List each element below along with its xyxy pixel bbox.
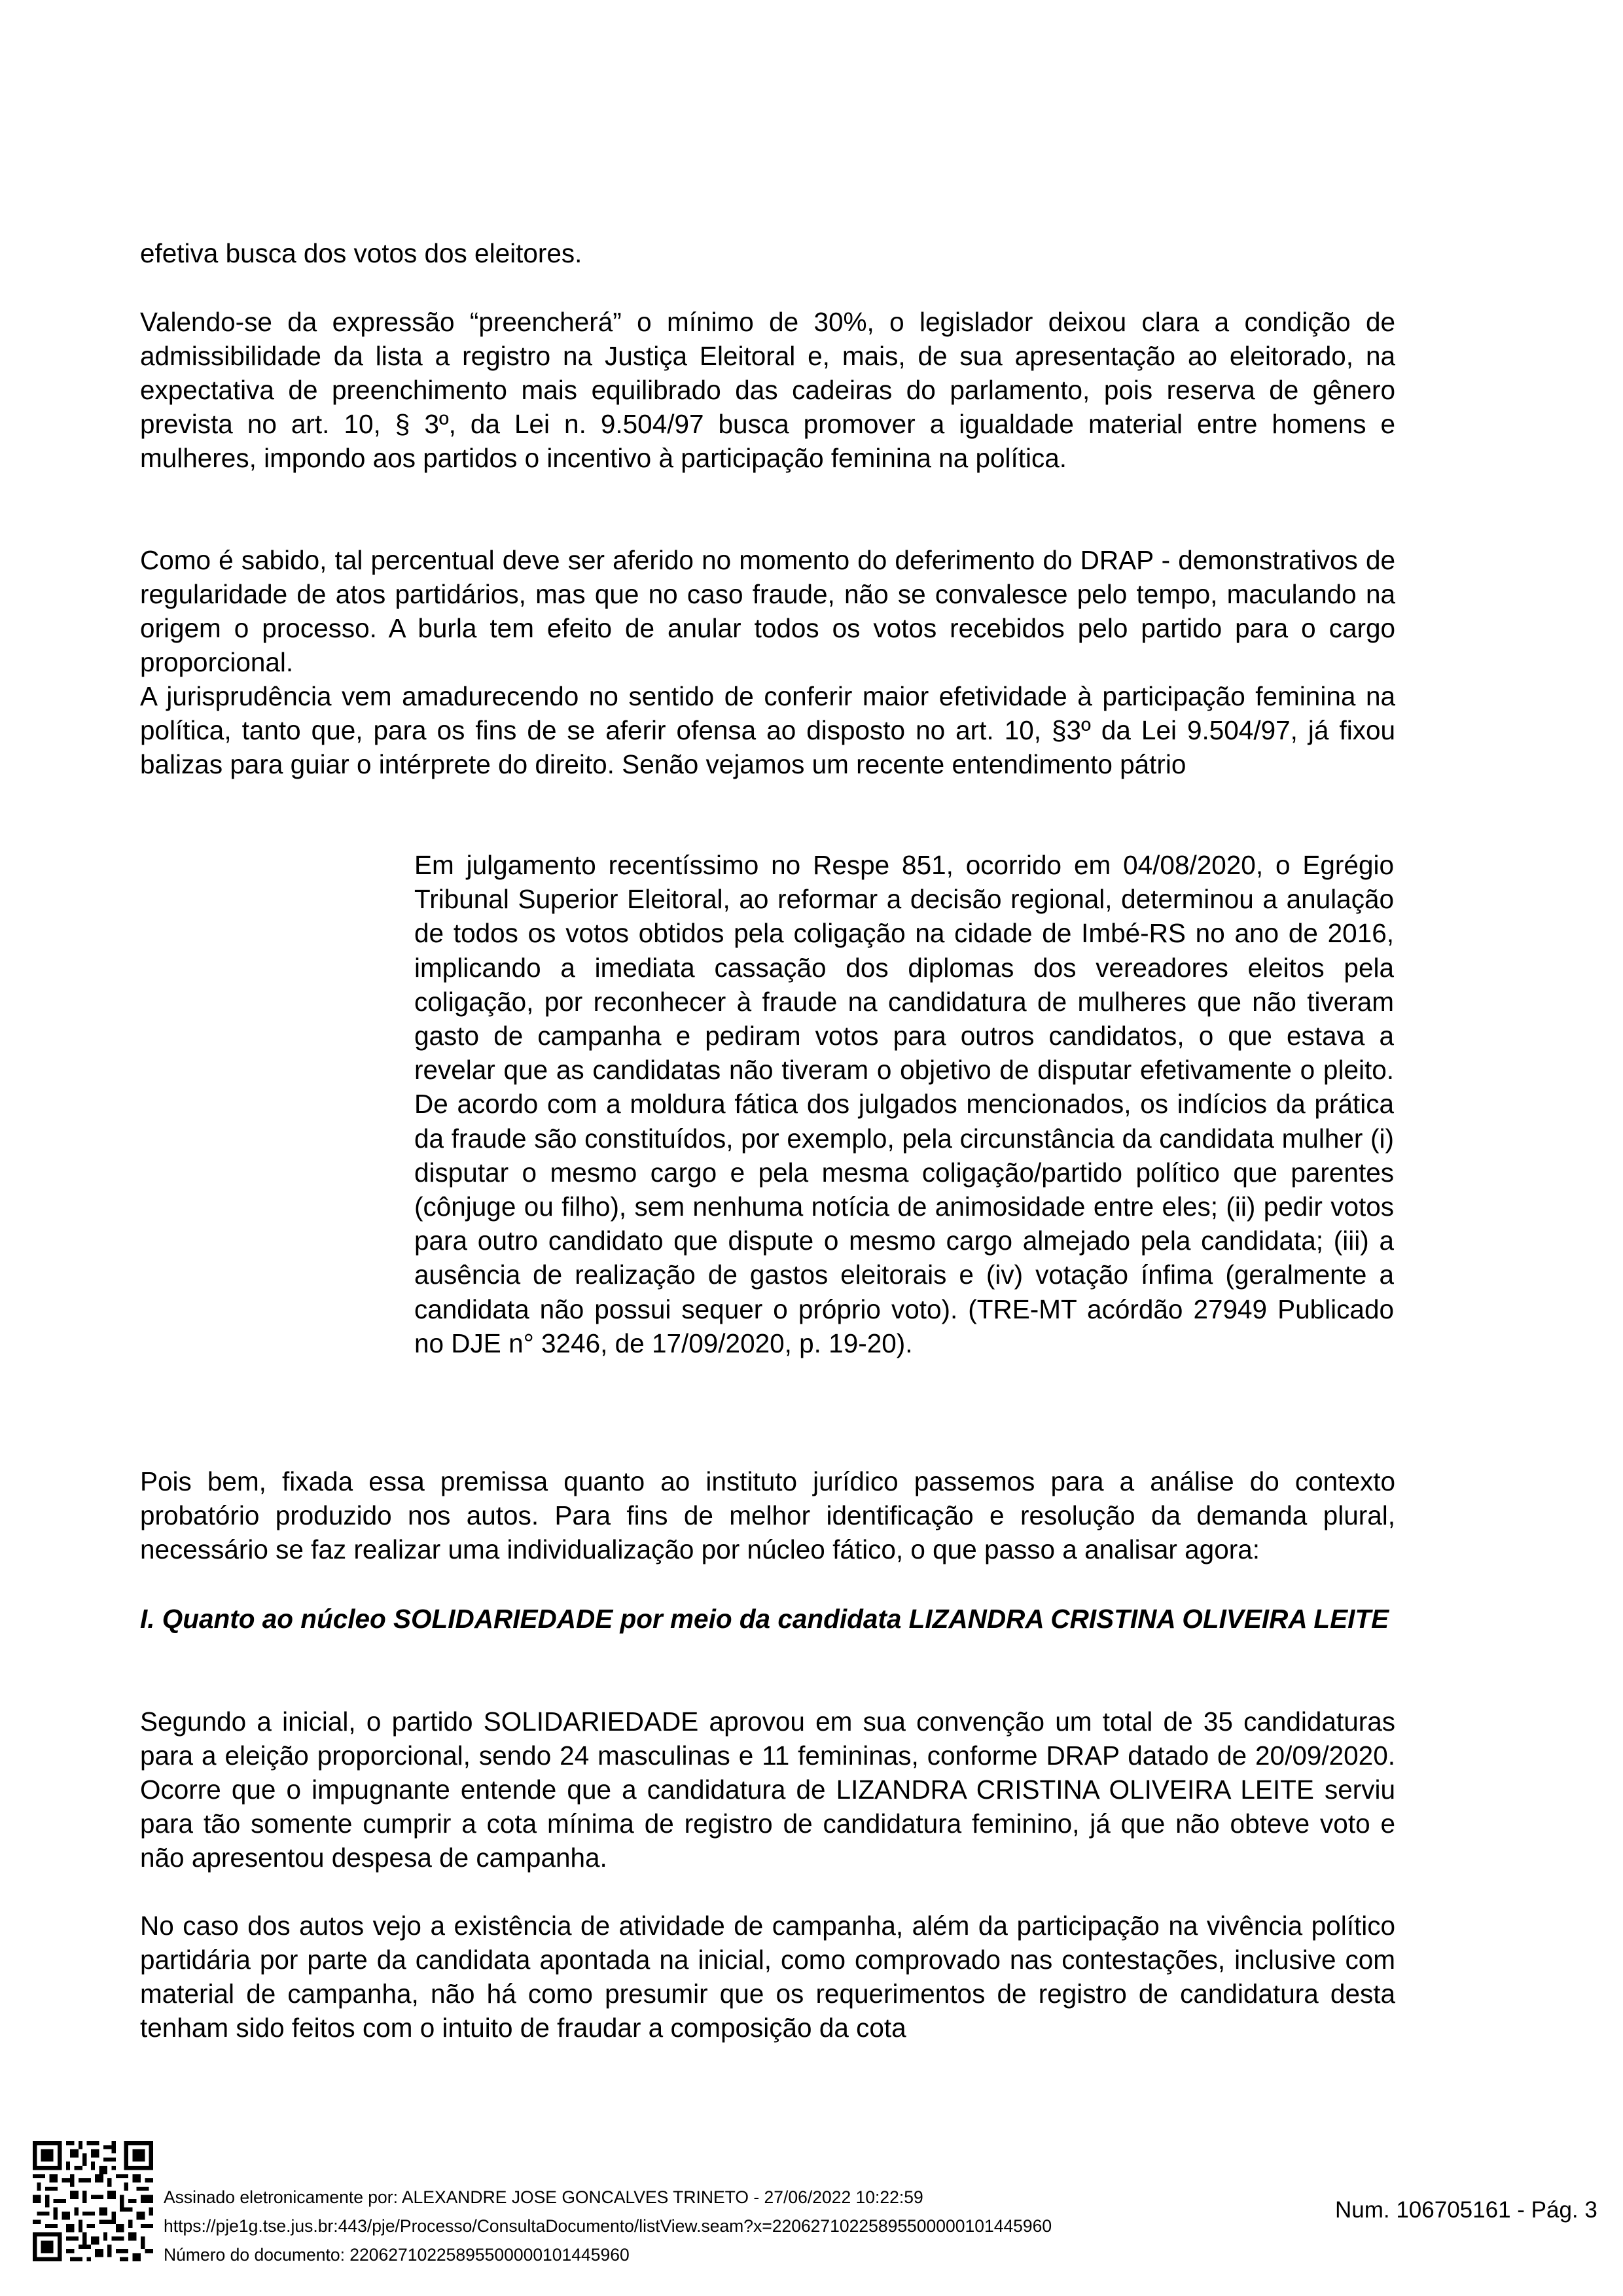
document-url-link[interactable]: https://pje1g.tse.jus.br:443/pje/Processo/ConsultaDocumento/listView.seam?x=22062710225895500000101445960 — [164, 2216, 1052, 2236]
paragraph-legal-basis: Valendo-se da expressão “preencherá” o mínimo de 30%, o legislador deixou clara a condição de admissibilidade da lista a registro na Justiça Eleitoral e, mais, de sua apresentação ao eleitorado, na expectativa de preenchimento mais equilibrado das cadeiras do parlamento, pois reserva de gênero prevista no art. 10, § 3º, da Lei n. 9.504/97 busca promover a igualdade material entre homens e mulheres, impondo aos partidos o incentivo à participação feminina na política. — [140, 307, 1395, 473]
paragraph-premise: Pois bem, fixada essa premissa quanto ao instituto jurídico passemos para a análise do contexto probatório produzido nos autos. Para fins de melhor identificação e resolução da demanda plural, necessário se faz realizar uma individualização por núcleo fático, o que passo a analisar agora: — [140, 1466, 1395, 1564]
paragraph-initial-claim: Segundo a inicial, o partido SOLIDARIEDADE aprovou em sua convenção um total de 35 candidaturas para a eleição proporcional, sendo 24 masculinas e 11 femininas, conforme DRAP datado de 20/09/2020. Ocorre que o impugnante entende que a candidatura de LIZANDRA CRISTINA OLIVEIRA LEITE serviu para tão somente cumprir a cota mínima de registro de candidatura feminino, já que não obteve voto e não apresentou despesa de campanha. — [140, 1706, 1395, 1873]
signature-line: Assinado eletronicamente por: ALEXANDRE JOSE GONCALVES TRINETO - 27/06/2022 10:22:59 — [164, 2187, 923, 2207]
page-number: Num. 106705161 - Pág. 3 — [1335, 2197, 1597, 2223]
paragraph-drap: Como é sabido, tal percentual deve ser aferido no momento do deferimento do DRAP - demonstrativos de regularidade de atos partidários, mas que no caso fraude, não se convalesce pelo tempo, maculando na origem o processo. A burla tem efeito de anular todos os votos recebidos pelo partido para o cargo proporcional. — [140, 545, 1395, 677]
block-quote-citation: Em julgamento recentíssimo no Respe 851, ocorrido em 04/08/2020, o Egrégio Tribunal Superior Eleitoral, ao reformar a decisão regional, determinou a anulação de todos os votos obtidos pela coligação na cidade de Imbé-RS no ano de 2016, implicando a imediata cassação dos diplomas dos vereadores eleitos pela coligação, por reconhecer à fraude na candidatura de mulheres que não tiveram gasto de campanha e pediram votos para outros candidatos, o que estava a revelar que as candidatas não tiveram o objetivo de disputar efetivamente o pleito. De acordo com a moldura fática dos julgados mencionados, os indícios da prática da fraude são constituídos, por exemplo, pela circunstância da candidata mulher (i) disputar o mesmo cargo e pela mesma coligação/partido político que parentes (cônjuge ou filho), sem nenhuma notícia de animosidade entre eles; (ii) pedir votos para outro candidato que dispute o mesmo cargo almejado pela candidata; (iii) a ausência de realização de gastos eleitorais e (iv) votação ínfima (geralmente a candidata não possui sequer o próprio voto). (TRE-MT acórdão 27949 Publicado no DJE n° 3246, de 17/09/2020, p. 19-20). — [414, 850, 1394, 1358]
section-heading: I. Quanto ao núcleo SOLIDARIEDADE por meio da candidata LIZANDRA CRISTINA OLIVEIRA LEITE — [140, 1604, 1389, 1634]
paragraph-case-analysis: No caso dos autos vejo a existência de atividade de campanha, além da participação na vivência político partidária por parte da candidata apontada na inicial, como comprovado nas contestações, inclusive com material de campanha, não há como presumir que os requerimentos de registro de candidatura desta tenham sido feitos com o intuito de fraudar a composição da cota — [140, 1911, 1395, 2043]
document-number: Número do documento: 22062710225895500000101445960 — [164, 2245, 630, 2265]
qr-code-icon — [33, 2141, 153, 2261]
paragraph-jurisprudence: A jurisprudência vem amadurecendo no sentido de conferir maior efetividade à participação feminina na política, tanto que, para os fins de se aferir ofensa ao disposto no art. 10, §3º da Lei 9.504/97, já fixou balizas para guiar o intérprete do direito. Senão vejamos um recente entendimento pátrio — [140, 681, 1395, 779]
paragraph-continuation: efetiva busca dos votos dos eleitores. — [140, 238, 582, 268]
